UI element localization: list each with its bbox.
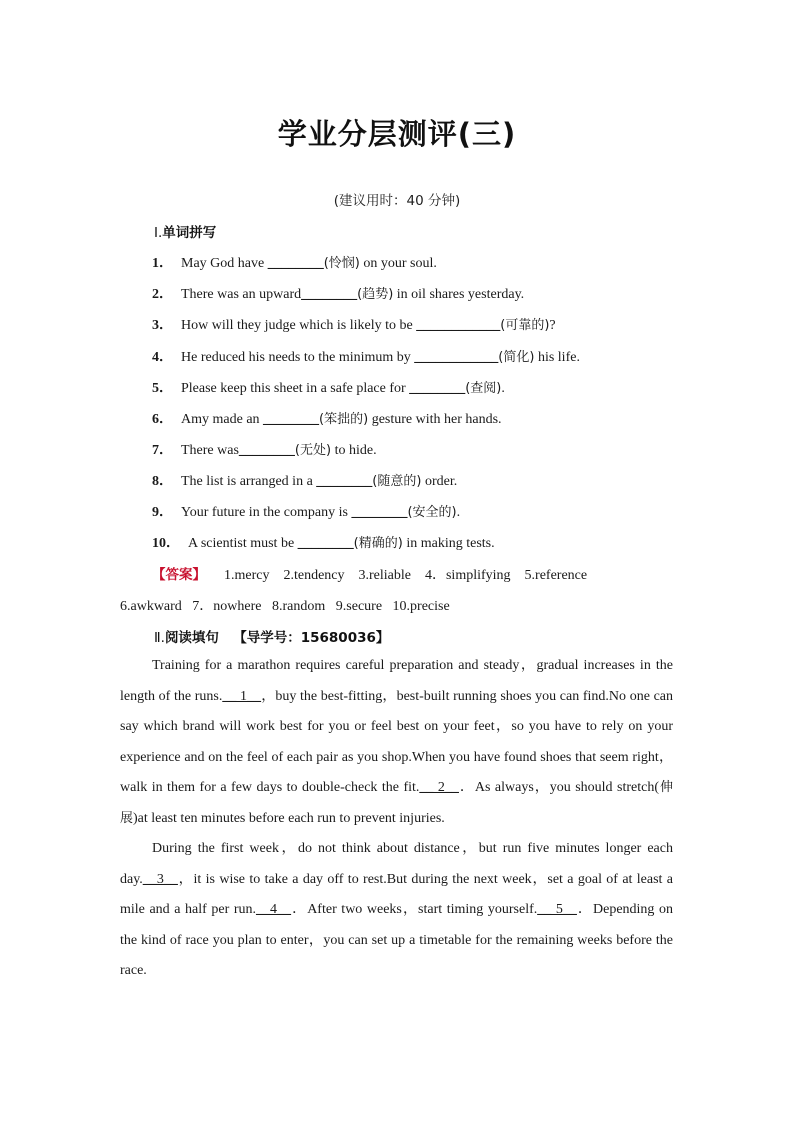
question-8 — [152, 470, 457, 490]
section-1-title: 单词拼写 — [162, 225, 217, 241]
question-1 — [152, 252, 437, 272]
passage-text: ．As always，you should stretch( — [458, 780, 660, 795]
question-text: Your future in the company is — [181, 505, 352, 520]
passage-paragraph-1 — [120, 651, 673, 834]
passage-text: ．Depending on the kind of race you plan to enter，you can set up a timetable for the remaining weeks before the race. — [120, 902, 674, 978]
question-number: 7． — [152, 443, 173, 458]
question-text: He reduced his needs to the minimum by — [181, 350, 415, 365]
answer-blank[interactable]: ________ — [263, 412, 320, 427]
chinese-hint: (精确的) — [353, 536, 403, 551]
question-number: 6． — [152, 412, 173, 427]
chinese-hint: (笨拙的) — [319, 412, 369, 427]
chinese-hint: (可靠的) — [500, 318, 550, 333]
question-number: 8． — [152, 474, 173, 489]
section-2-heading — [154, 626, 389, 646]
answer-blank[interactable]: ____________ — [416, 318, 501, 333]
question-text: How will they judge which is likely to be — [181, 318, 417, 333]
chinese-hint: (怜悯) — [323, 256, 360, 271]
answer-blank[interactable]: ________ — [316, 474, 373, 489]
answer-label: 【答案】 — [152, 567, 206, 583]
chinese-hint: (查阅) — [465, 381, 502, 396]
question-text: to hide. — [331, 443, 377, 458]
question-6 — [152, 408, 502, 428]
question-text: order. — [421, 474, 458, 489]
section-2-title: 阅读填句 — [164, 630, 219, 646]
passage-text: Training for a marathon requires careful preparation and steady，gradual increases in the length of the runs. — [120, 658, 673, 704]
passage-text: ，it is wise to take a day off to rest.But during the next week，set a goal of at least a mile and a half per run. — [120, 871, 673, 917]
passage-text: ，buy the best-fitting，best-built running shoes you can find.No one can say which brand will work best for you or feel best on your feet，so you have to rely on your experience and on the feel of each pair as you shop.When you have found shoes that seem right，walk in them for a few days to double-check the fit. — [120, 688, 673, 795]
question-number: 4． — [152, 350, 173, 365]
question-text: ? — [549, 318, 556, 333]
passage-text: ．After two weeks，start timing yourself. — [291, 902, 538, 917]
question-text: There was an upward — [181, 287, 302, 302]
chinese-hint: (随意的) — [372, 474, 422, 489]
guide-number: 【导学号：15680036】 — [233, 630, 390, 646]
answer-blank[interactable]: ________ — [351, 505, 408, 520]
question-number: 2． — [152, 287, 173, 302]
answer-key-line-2 — [120, 595, 450, 615]
answer-blank[interactable]: ____________ — [414, 350, 499, 365]
passage-paragraph-2 — [120, 834, 673, 987]
question-text: There was — [181, 443, 239, 458]
blank-1[interactable]: __ 1__ — [222, 688, 262, 704]
question-number: 9． — [152, 505, 173, 520]
question-text: Amy made an — [181, 412, 264, 427]
chinese-hint: (安全的) — [407, 505, 457, 520]
answer-blank[interactable]: ________ — [409, 381, 466, 396]
answer-blank[interactable]: ________ — [238, 443, 295, 458]
chinese-hint: (趋势) — [357, 287, 394, 302]
question-4 — [152, 346, 580, 366]
passage-text: )at least ten minutes before each run to prevent injuries. — [133, 810, 445, 826]
question-10 — [152, 532, 495, 552]
question-text: May God have — [181, 256, 268, 271]
question-text: in oil shares yesterday. — [393, 287, 525, 302]
question-2 — [152, 283, 524, 303]
question-5 — [152, 377, 505, 397]
section-1-roman: Ⅰ. — [154, 225, 163, 241]
question-text: The list is arranged in a — [181, 474, 317, 489]
answer-blank[interactable]: ________ — [297, 536, 354, 551]
suggested-time: (建议用时：40 分钟) — [333, 193, 461, 209]
question-number: 5． — [152, 381, 173, 396]
section-1-heading — [154, 221, 216, 241]
question-text: gesture with her hands. — [368, 412, 502, 427]
question-text: in making tests. — [402, 536, 495, 551]
question-7 — [152, 439, 377, 459]
blank-4[interactable]: __4__ — [256, 902, 292, 917]
question-text: . — [501, 381, 505, 396]
reading-passage — [120, 651, 673, 987]
question-text: A scientist must be — [188, 536, 298, 551]
chinese-hint: (无处) — [294, 443, 332, 458]
answer-list-1: 1.mercy 2.tendency 3.reliable 4．simplifying 5.reference — [224, 568, 588, 583]
chinese-gloss: 伸展 — [120, 780, 673, 826]
passage-text: During the first week，do not think about distance，but run five minutes longer each day. — [120, 841, 673, 887]
section-2-roman: Ⅱ. — [154, 630, 165, 646]
question-text: on your soul. — [359, 256, 437, 271]
page-title: 学业分层测评(三) — [277, 117, 517, 151]
answer-list-2: 6.awkward 7．nowhere 8.random 9.secure 10.precise — [120, 599, 450, 614]
chinese-hint: (简化) — [498, 350, 535, 365]
question-text: Please keep this sheet in a safe place for — [181, 381, 410, 396]
question-number: 10． — [152, 536, 180, 551]
answer-blank[interactable]: ________ — [267, 256, 324, 271]
answer-key-line-1 — [152, 563, 587, 584]
question-number: 3． — [152, 318, 173, 333]
question-text: his life. — [534, 350, 580, 365]
question-number: 1． — [152, 256, 173, 271]
question-text: . — [456, 505, 461, 520]
question-9 — [152, 501, 460, 521]
blank-3[interactable]: __3__ — [142, 871, 178, 887]
blank-2[interactable]: __ 2__ — [419, 780, 459, 795]
blank-5[interactable]: __ 5__ — [537, 902, 577, 917]
question-3 — [152, 314, 556, 334]
answer-blank[interactable]: ________ — [301, 287, 358, 302]
